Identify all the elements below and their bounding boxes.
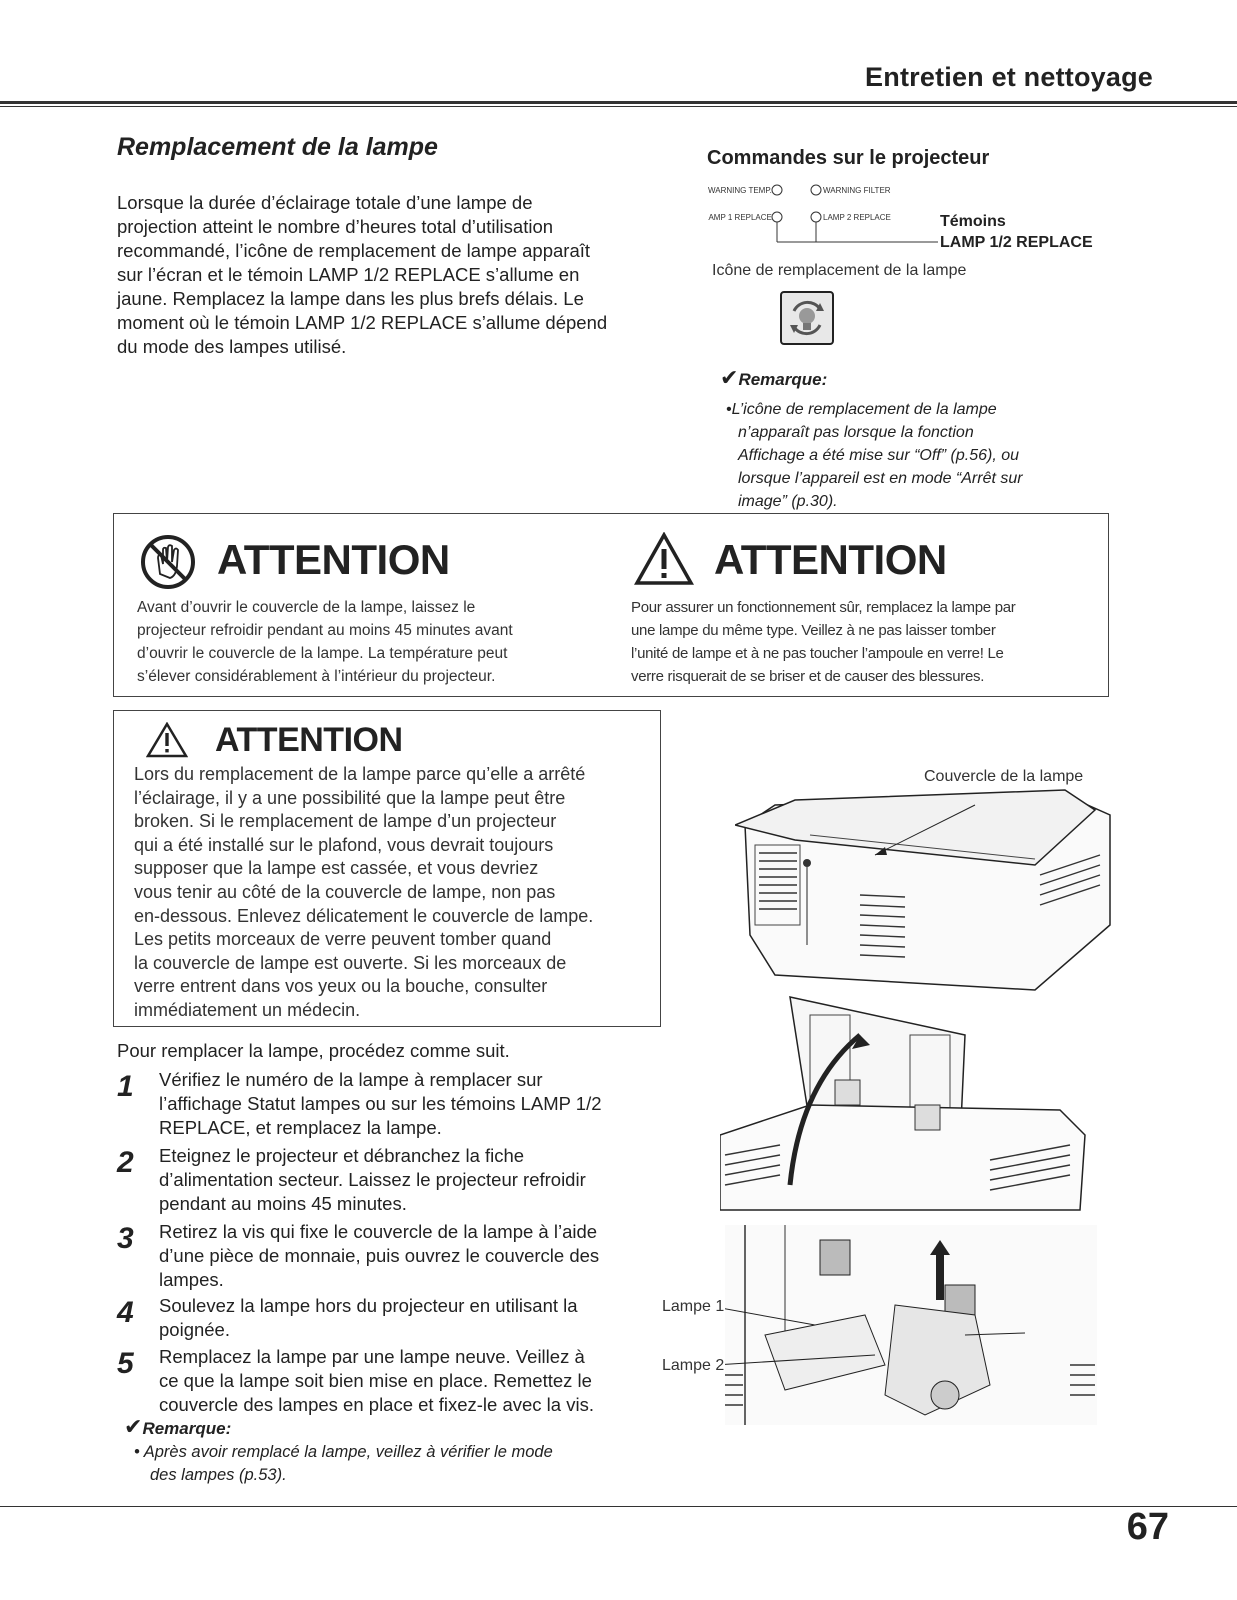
- lamp-removal-illustration: [725, 1225, 1097, 1440]
- no-touch-icon: [140, 534, 196, 595]
- attention-box-broken-lamp: [113, 710, 661, 1027]
- attention-line: projecteur refroidir pendant au moins 45 minutes avant: [137, 622, 513, 639]
- step-text: [159, 1144, 586, 1216]
- check-icon: ✔: [124, 1414, 143, 1439]
- step-text: [159, 1068, 602, 1140]
- attention-title-mid: ATTENTION: [215, 721, 403, 759]
- lamp-icon-caption: Icône de remplacement de la lampe: [712, 262, 967, 279]
- lamp1-label: Lampe 1: [662, 1298, 725, 1315]
- projector-open-cover-illustration: [720, 995, 1090, 1222]
- attention-box-top: [113, 513, 1109, 697]
- step-number: 5: [117, 1347, 134, 1380]
- steps-list: [117, 1068, 657, 1419]
- remark-line: des lampes (p.53).: [150, 1466, 287, 1484]
- remark-lamp-mode: [124, 1415, 644, 1487]
- lamp1-label: LAMP 1 REPLACE: [708, 213, 772, 222]
- step-item: [117, 1144, 657, 1220]
- step-line: Soulevez la lampe hors du projecteur en utilisant la: [159, 1295, 578, 1316]
- attention-line: Lors du remplacement de la lampe parce qu’elle a arrêté: [134, 764, 586, 784]
- attention-line: l’éclairage, il y a une possibilité que la lampe peut être: [134, 787, 566, 808]
- intro-line: Lorsque la durée d’éclairage totale d’une lampe de: [117, 192, 533, 213]
- header-rule: [0, 101, 1237, 104]
- step-item: [117, 1345, 657, 1419]
- intro-paragraph: [117, 191, 652, 359]
- attention-line: supposer que la lampe est cassée, et vous devriez: [134, 858, 539, 879]
- attention-line: Avant d’ouvrir le couvercle de la lampe, laissez le: [137, 599, 476, 616]
- attention-line: une lampe du même type. Veillez à ne pas laisser tomber: [631, 622, 996, 639]
- step-line: Remplacez la lampe par une lampe neuve. Veillez à: [159, 1346, 585, 1367]
- step-item: [117, 1294, 657, 1345]
- warning-filter-led: [811, 185, 821, 195]
- step-text: [159, 1294, 578, 1342]
- check-icon: ✔: [720, 365, 739, 390]
- attention-body-left: [137, 596, 607, 688]
- lamp1-led: [772, 212, 782, 222]
- attention-title-left: ATTENTION: [217, 536, 450, 583]
- remark-heading: Remarque:: [142, 1419, 232, 1438]
- lamp2-label: Lampe 2: [662, 1357, 725, 1374]
- intro-line: du mode des lampes utilisé.: [117, 336, 347, 357]
- header-rule-thin: [0, 106, 1237, 107]
- footer-rule: [0, 1506, 1237, 1507]
- step-number: 1: [117, 1070, 134, 1103]
- step-line: ce que la lampe soit bien mise en place. Remettez le: [159, 1370, 592, 1391]
- projector-cover-illustration: [735, 785, 1115, 1005]
- attention-line: immédiatement un médecin.: [134, 999, 361, 1020]
- attention-body-mid: [134, 763, 654, 1023]
- attention-body-right: [631, 596, 1101, 688]
- temoins-line: Témoins: [940, 213, 1006, 230]
- step-text: [159, 1345, 594, 1417]
- step-number: 2: [117, 1146, 134, 1179]
- attention-line: vous tenir au côté de la couvercle de lampe, non pas: [134, 881, 556, 902]
- step-line: poignée.: [159, 1319, 230, 1340]
- temoins-line: LAMP 1/2 REPLACE: [940, 234, 1093, 251]
- attention-line: Les petits morceaux de verre peuvent tomber quand: [134, 929, 552, 950]
- attention-title-right: ATTENTION: [714, 536, 947, 583]
- step-line: couvercle des lampes en place et fixez-le avec la vis.: [159, 1394, 594, 1415]
- remark-line: lorsque l’appareil est en mode “Arrêt sur: [738, 470, 1023, 487]
- remark-heading: Remarque:: [738, 370, 828, 389]
- attention-line: la couvercle de lampe est ouverte. Si les morceaux de: [134, 952, 567, 973]
- lamp-replace-icon: [780, 291, 834, 345]
- step-line: Vérifiez le numéro de la lampe à remplacer sur: [159, 1069, 543, 1090]
- attention-line: broken. Si le remplacement de lampe d’un projecteur: [134, 811, 557, 832]
- page-header-title: Entretien et nettoyage: [865, 62, 1153, 92]
- warning-triangle-icon: [146, 722, 188, 763]
- step-line: lampes.: [159, 1269, 224, 1290]
- temoins-label: [940, 211, 1093, 253]
- attention-line: verre entrent dans vos yeux ou la bouche, consulter: [134, 976, 548, 997]
- cover-label: Couvercle de la lampe: [924, 768, 1084, 785]
- intro-line: jaune. Remplacez la lampe dans les plus brefs délais. Le: [117, 288, 584, 309]
- attention-line: s’élever considérablement à l’intérieur du projecteur.: [137, 668, 496, 685]
- attention-line: en-dessous. Enlevez délicatement le couvercle de lampe.: [134, 905, 594, 926]
- intro-line: sur l’écran et le témoin LAMP 1/2 REPLACE s’allume en: [117, 264, 580, 285]
- remark-line: Affichage a été mise sur “Off” (p.56), ou: [738, 447, 1020, 464]
- remark-line: n’apparaît pas lorsque la fonction: [738, 424, 974, 441]
- step-line: Retirez la vis qui fixe le couvercle de la lampe à l’aide: [159, 1221, 598, 1242]
- step-number: 4: [117, 1296, 134, 1329]
- attention-line: qui a été installé sur le plafond, vous devrait toujours: [134, 834, 554, 855]
- step-line: REPLACE, et remplacez la lampe.: [159, 1117, 442, 1138]
- section-title: Remplacement de la lampe: [117, 133, 438, 161]
- intro-line: moment où le témoin LAMP 1/2 REPLACE s’allume dépend: [117, 312, 608, 333]
- warning-triangle-icon: [634, 532, 694, 591]
- controls-title: Commandes sur le projecteur: [707, 147, 990, 169]
- step-line: l’affichage Statut lampes ou sur les témoins LAMP 1/2: [159, 1093, 602, 1114]
- step-item: [117, 1068, 657, 1144]
- intro-line: projection atteint le nombre d’heures total d’utilisation: [117, 216, 554, 237]
- remark-lamp-icon: [720, 366, 1100, 513]
- remark-line: •L’icône de remplacement de la lampe: [726, 401, 997, 418]
- page-number: 67: [1126, 1506, 1169, 1548]
- lamp2-led: [811, 212, 821, 222]
- attention-line: d’ouvrir le couvercle de la lampe. La température peut: [137, 645, 508, 662]
- warning-temp-label: WARNING TEMP.: [708, 186, 772, 195]
- step-line: Eteignez le projecteur et débranchez la fiche: [159, 1145, 525, 1166]
- attention-line: Pour assurer un fonctionnement sûr, remplacez la lampe par: [631, 599, 1016, 616]
- remark-line: • Après avoir remplacé la lampe, veillez à vérifier le mode: [134, 1443, 553, 1461]
- warning-filter-label: WARNING FILTER: [823, 186, 891, 195]
- step-text: [159, 1220, 599, 1292]
- step-line: d’alimentation secteur. Laissez le projecteur refroidir: [159, 1169, 586, 1190]
- step-item: [117, 1220, 657, 1294]
- remark-line: image” (p.30).: [738, 493, 838, 510]
- step-line: d’une pièce de monnaie, puis ouvrez le couvercle des: [159, 1245, 600, 1266]
- attention-line: l’unité de lampe et à ne pas toucher l’ampoule en verre! Le: [631, 645, 1004, 662]
- step-line: pendant au moins 45 minutes.: [159, 1193, 407, 1214]
- intro-line: recommandé, l’icône de remplacement de lampe apparaît: [117, 240, 591, 261]
- warning-temp-led: [772, 185, 782, 195]
- lamp2-label: LAMP 2 REPLACE: [823, 213, 891, 222]
- step-number: 3: [117, 1222, 134, 1255]
- procedure-intro: Pour remplacer la lampe, procédez comme suit.: [117, 1040, 510, 1061]
- attention-line: verre risquerait de se briser et de causer des blessures.: [631, 668, 985, 685]
